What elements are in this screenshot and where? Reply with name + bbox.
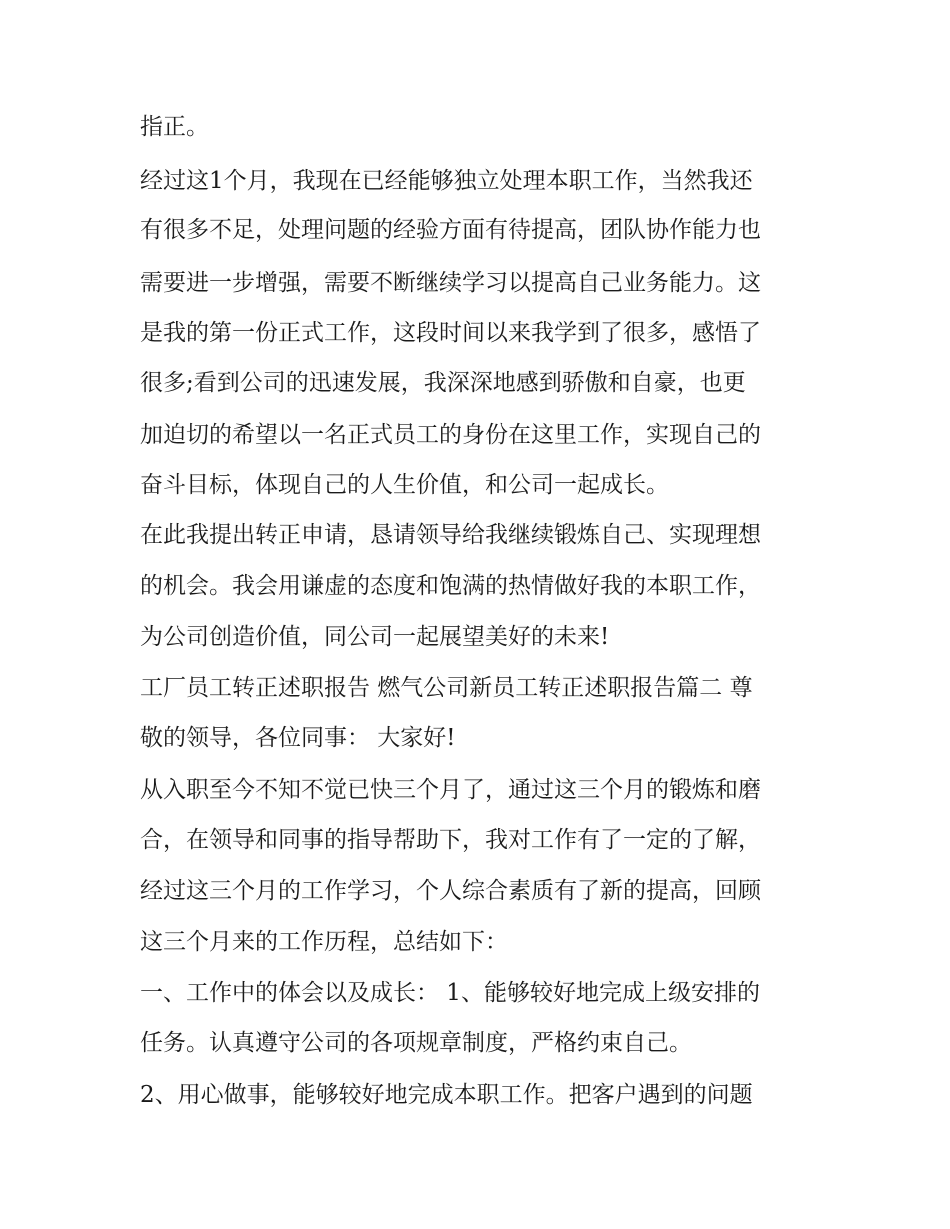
text-line: 需要进一步增强，需要不断继续学习以提高自己业务能力。这 — [140, 270, 761, 296]
text-line: 从入职至今不知不觉已快三个月了，通过这三个月的锻炼和磨 — [140, 777, 761, 803]
text-line: 经过这1个月，我现在已经能够独立处理本职工作，当然我还 — [140, 168, 753, 194]
text-line: 为公司创造价值，同公司一起展望美好的未来! — [140, 624, 610, 650]
text-line: 这三个月来的工作历程，总结如下： — [140, 929, 508, 955]
text-line: 在此我提出转正申请，恳请领导给我继续锻炼自己、实现理想 — [140, 522, 761, 548]
text-line: 合，在领导和同事的指导帮助下，我对工作有了一定的了解， — [140, 827, 761, 853]
text-line: 指正。 — [140, 114, 209, 140]
text-line: 是我的第一份正式工作，这段时间以来我学到了很多，感悟了 — [140, 320, 761, 346]
text-line: 2、用心做事，能够较好地完成本职工作。把客户遇到的问题 — [140, 1082, 753, 1108]
text-line: 经过这三个月的工作学习，个人综合素质有了新的提高，回顾 — [140, 878, 761, 904]
text-line: 任务。认真遵守公司的各项规章制度，严格约束自己。 — [140, 1030, 692, 1056]
text-line: 的机会。我会用谦虚的态度和饱满的热情做好我的本职工作， — [140, 573, 761, 599]
text-line: 有很多不足，处理问题的经验方面有待提高，团队协作能力也 — [140, 217, 761, 243]
text-line: 加迫切的希望以一名正式员工的身份在这里工作，实现自己的 — [140, 422, 761, 448]
text-line: 一、工作中的体会以及成长： 1、能够较好地完成上级安排的 — [140, 980, 760, 1006]
text-line: 工厂员工转正述职报告 燃气公司新员工转正述职报告篇二 尊 — [140, 675, 753, 701]
text-line: 很多;看到公司的迅速发展，我深深地感到骄傲和自豪，也更 — [140, 370, 746, 396]
text-line: 奋斗目标，体现自己的人生价值，和公司一起成长。 — [140, 472, 669, 498]
text-line: 敬的领导，各位同事： 大家好! — [140, 725, 456, 751]
